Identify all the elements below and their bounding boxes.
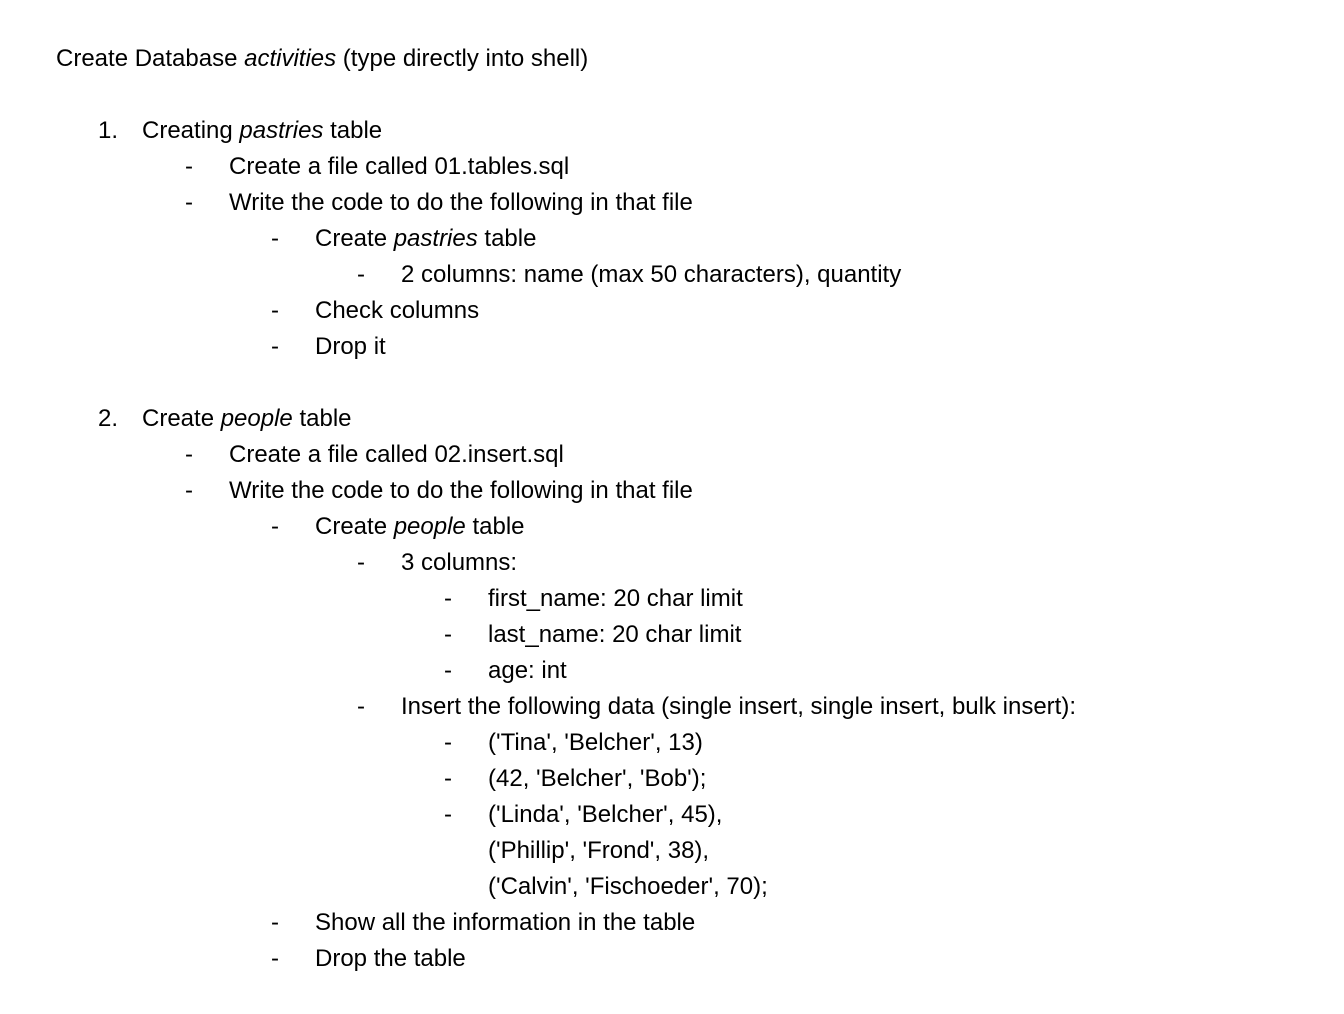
bullet-dash: - [444,729,452,756]
list-item-data-2: (42, 'Belcher', 'Bob'); [488,765,707,792]
bullet-dash: - [185,441,193,468]
bullet-dash: - [185,153,193,180]
list-item-data-1: ('Tina', 'Belcher', 13) [488,729,703,756]
section-1-heading: Creating pastries table [142,117,383,144]
list-item-show-all: Show all the information in the table [315,909,696,936]
bullet-dash: - [271,297,279,324]
list-item-drop-table: Drop the table [315,945,466,972]
bullet-dash: - [444,657,452,684]
list-item-insert: Insert the following data (single insert, single insert, bulk insert): [401,693,1076,720]
bullet-dash: - [271,225,279,252]
bullet-dash: - [271,333,279,360]
list-item-check-columns: Check columns [315,297,480,324]
list-item-columns-1: 2 columns: name (max 50 characters), quantity [401,261,902,288]
bullet-dash: - [271,909,279,936]
section-2-heading-emphasis: people [220,405,293,432]
bullet-dash: - [185,477,193,504]
bullet-dash: - [357,261,365,288]
title-text: Create Database [56,45,245,72]
bullet-dash: - [444,621,452,648]
bullet-dash: - [444,585,452,612]
bullet-dash: - [185,189,193,216]
section-1-heading-emphasis: pastries [239,117,324,144]
list-item-drop-it: Drop it [315,333,386,360]
list-item-col-last-name: last_name: 20 char limit [488,621,742,648]
bullet-dash: - [444,801,452,828]
list-item-columns-2: 3 columns: [401,549,518,576]
bullet-dash: - [271,513,279,540]
list-item-create-file-1: Create a file called 01.tables.sql [229,153,570,180]
list-item-data-3c: ('Calvin', 'Fischoeder', 70); [488,873,768,900]
list-item-write-code-1: Write the code to do the following in that file [229,189,693,216]
bullet-dash: - [271,945,279,972]
title-emphasis: activities [244,45,337,72]
section-2-number: 2. [98,405,119,432]
list-item-col-age: age: int [488,657,567,684]
list-item-data-3b: ('Phillip', 'Frond', 38), [488,837,710,864]
list-item-write-code-2: Write the code to do the following in that file [229,477,693,504]
bullet-dash: - [444,765,452,792]
bullet-dash: - [357,693,365,720]
list-item-data-3a: ('Linda', 'Belcher', 45), [488,801,723,828]
title-suffix: (type directly into shell) [336,45,589,72]
bullet-dash: - [357,549,365,576]
section-2-heading: Create people table [142,405,352,432]
list-item-create-file-2: Create a file called 02.insert.sql [229,441,564,468]
section-1-number: 1. [98,117,119,144]
document-title [56,45,588,73]
list-item-col-first-name: first_name: 20 char limit [488,585,743,612]
list-item-create-table-1: Create pastries table [315,225,537,252]
list-item-create-table-2: Create people table [315,513,525,540]
